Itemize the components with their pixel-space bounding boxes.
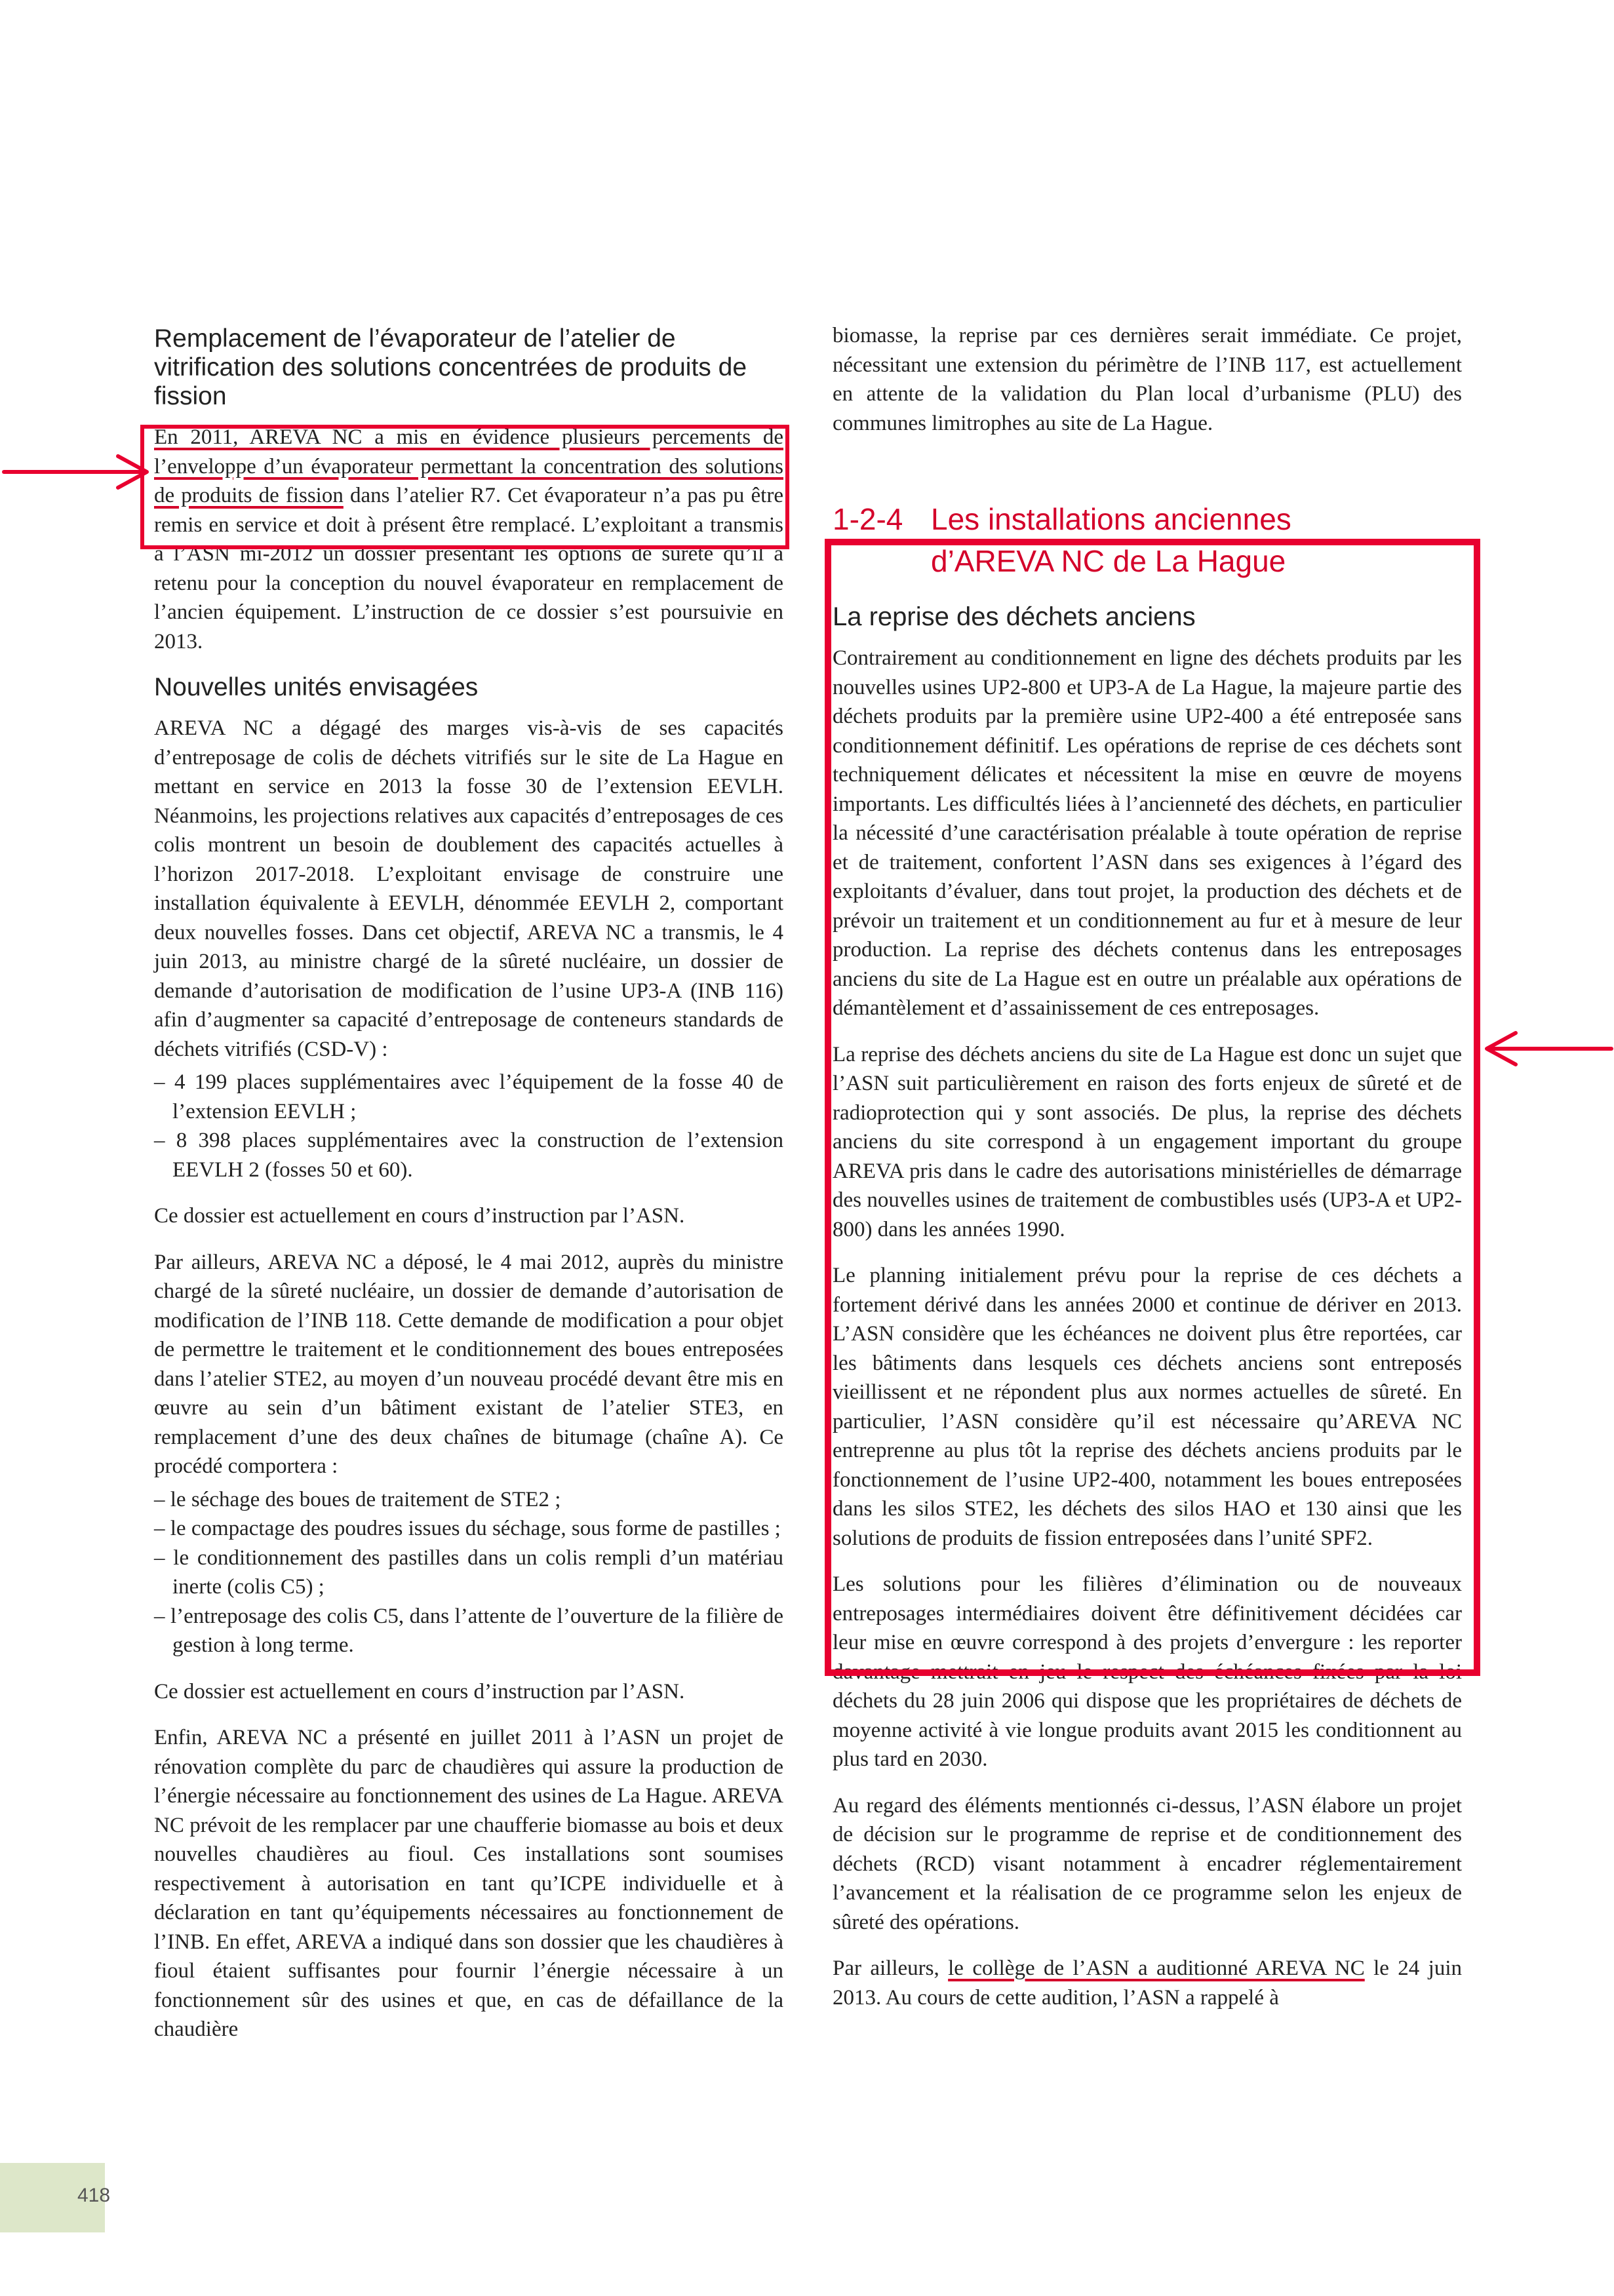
list-item: – l’entreposage des colis C5, dans l’attente de l’ouverture de la filière de gestion à long terme. xyxy=(154,1602,783,1660)
annotation-box-right xyxy=(825,539,1480,1676)
annotation-arrow-left-icon xyxy=(1483,1029,1614,1068)
underlined-text: le collège de l’ASN a auditionné AREVA NC xyxy=(948,1956,1365,1980)
paragraph-text: Par ailleurs, xyxy=(833,1956,949,1980)
list-item: – 8 398 places supplémentaires avec la construction de l’extension EEVLH 2 (fosses 50 et 60). xyxy=(154,1126,783,1184)
underlined-text: En 2011, AREVA NC a mis en évidence plusieurs percements de l’enveloppe d’un évaporateur permettant la concentration des solutions de produits de fission xyxy=(154,425,783,507)
list-procede xyxy=(154,1485,783,1660)
paragraph-reprise-3: Le planning initialement prévu pour la reprise de ces déchets a fortement dérivé dans les années 2000 et continue de dériver en 2013. L’ASN considère que les échéances ne doivent plus être reportées, car les bâtiments dans lesquels ces déchets anciens sont entreposés vieillissent et ne répondent plus aux normes actuelles de sûreté. En particulier, l’ASN considère qu’il est nécessaire qu’AREVA NC entreprenne au plus tôt la reprise des déchets anciens produits par le fonctionnement de l’usine UP2-400, notamment les boues entreposées dans les silos STE2, les déchets des silos HAO et 130 ainsi que les solutions de produits de fission entreposées dans l’unité SPF2. xyxy=(833,1264,1462,1550)
paragraph-reprise-1: Contrairement au conditionnement en ligne des déchets produits par les nouvelles usines UP2-800 et UP3-A de La Hague, la majeure partie des déchets produits par la première usine UP2-400 a été entreposée sans conditionnement définitif. Les opérations de reprise de ces déchets sont techniquement délicates et nécessitent la mise en œuvre de moyens importants. Les difficultés liées à l’ancienneté des déchets, en particulier la nécessité d’une caractérisation préalable à toute opération de reprise et de traitement, confortent l’ASN dans ses exigences à l’égard des exploitants d’évaluer, dans tout projet, la production des déchets et de prévoir un traitement et un conditionnement au fur et à mesure de leur production. La reprise des déchets contenus dans les entreposages anciens du site de La Hague est en outre un préalable aux opérations de démantèlement et d’assainissement de ces entreposages. xyxy=(833,646,1462,1020)
paragraph-instruction-2: Ce dossier est actuellement en cours d’instruction par l’ASN. xyxy=(154,1679,685,1703)
paragraph-audition xyxy=(833,1954,1462,2012)
section-title-evaporateur: Remplacement de l’évaporateur de l’atelier de vitrification des solutions concentrées de produits de fission xyxy=(154,324,747,410)
list-places xyxy=(154,1068,783,1184)
page-number: 418 xyxy=(77,2185,111,2206)
paragraph-filieres: Les solutions pour les filières d’élimination ou de nouveaux entreposages intermédiaires doivent être définitivement décidées car leur mise en œuvre correspond à des projets d’envergure : les reporter davantage mettrait en jeu le respect des échéances fixées par la loi déchets du 28 juin 2006 qui dispose que les propriétaires de déchets de moyenne activité à vie longue produits avant 2015 les conditionnent au plus tard en 2030. xyxy=(833,1572,1462,1771)
chapter-title-line1: Les installations anciennes xyxy=(931,502,1291,536)
list-item: – le conditionnement des pastilles dans un colis rempli d’un matériau inerte (colis C5) ; xyxy=(154,1544,783,1602)
paragraph-biomasse: biomasse, la reprise par ces dernières serait immédiate. Ce projet, nécessitant une extension du périmètre de l’INB 117, est actuellement en attente de la validation du Plan local d’urbanisme (PLU) des communes limitrophes au site de La Hague. xyxy=(833,324,1462,435)
list-item: – 4 199 places supplémentaires avec l’équipement de la fosse 40 de l’extension EEVLH ; xyxy=(154,1068,783,1126)
chapter-number: 1-2-4 xyxy=(833,502,903,536)
chapter-title-line2: d’AREVA NC de La Hague xyxy=(931,544,1286,578)
paragraph-instruction-1: Ce dossier est actuellement en cours d’instruction par l’ASN. xyxy=(154,1204,685,1228)
section-title-nouvelles-unites: Nouvelles unités envisagées xyxy=(154,673,479,701)
paragraph-rcd: Au regard des éléments mentionnés ci-dessus, l’ASN élabore un projet de décision sur le programme de reprise et de conditionnement des déchets (RCD) visant notamment à encadrer réglementairement l’avancement et la réalisation de ce programme selon les enjeux de sûreté des opérations. xyxy=(833,1793,1462,1934)
paragraph-reprise-2: La reprise des déchets anciens du site de La Hague est donc un sujet que l’ASN suit particulièrement en raison des forts enjeux de sûreté et de radioprotection qui y sont associés. De plus, la reprise des déchets anciens du site correspond à un engagement important du groupe AREVA pris dans le cadre des autorisations ministérielles de démarrage des nouvelles usines de traitement de combustibles usés (UP3-A et UP2-800) dans les années 1990. xyxy=(833,1042,1462,1241)
paragraph-text: le 24 juin 2013. Au cours de cette audition, l’ASN a rappelé à xyxy=(833,1956,1462,2010)
left-column xyxy=(154,324,783,2061)
annotation-box-left xyxy=(140,425,789,549)
paragraph-chaudieres: Enfin, AREVA NC a présenté en juillet 2011 à l’ASN un projet de rénovation complète du parc de chaudières qui assure la production de l’énergie nécessaire au fonctionnement des usines de La Hague. AREVA NC prévoit de les remplacer par une chaufferie biomasse au bois et deux nouvelles chaudières au fioul. Ces installations sont soumises respectivement à autorisation en tant qu’ICPE individuelle et à déclaration en tant qu’équipements nécessaires au fonctionnement de l’INB. En effet, AREVA a indiqué dans son dossier que les chaudières à fioul étaient suffisantes pour fournir l’énergie nécessaire à un fonctionnement sûr des usines et que, en cas de défaillance de la chaudière xyxy=(154,1726,783,2041)
paragraph-inb-118: Par ailleurs, AREVA NC a déposé, le 4 mai 2012, auprès du ministre chargé de la sûreté nucléaire, un dossier de demande d’autorisation de modification de l’INB 118. Cette demande de modification a pour objet de permettre le traitement et le conditionnement des boues entreposées dans l’atelier STE2, au moyen d’un nouveau procédé devant être mis en œuvre au sein d’un bâtiment existant de l’atelier STE3, en remplacement d’une des deux chaînes de bitumage (chaîne A). Ce procédé comportera : xyxy=(154,1250,783,1478)
list-item: – le séchage des boues de traitement de STE2 ; xyxy=(154,1485,783,1515)
paragraph-eevlh: AREVA NC a dégagé des marges vis-à-vis de ses capacités d’entreposage de colis de déchets vitrifiés sur le site de La Hague en mettant en service en 2013 la fosse 30 de l’extension EEVLH. Néanmoins, les projections relatives aux capacités d’entreposages de ces colis montrent un besoin de doublement des capacités actuelles à l’horizon 2017-2018. L’exploitant envisage de construire une installation équivalente à EEVLH, dénommée EEVLH 2, comportant deux nouvelles fosses. Dans cet objectif, AREVA NC a transmis, le 4 juin 2013, au ministre chargé de la sûreté nucléaire, un dossier de demande d’autorisation de modification de l’usine UP3-A (INB 116) afin d’augmenter sa capacité d’entreposage de conteneurs standards de déchets vitrifiés (CSD-V) : xyxy=(154,716,783,1061)
list-item: – le compactage des poudres issues du séchage, sous forme de pastilles ; xyxy=(154,1514,783,1544)
paragraph-text: dans l’atelier R7. Cet évaporateur n’a pas pu être remis en service et doit à présent être remplacé. L’exploitant a transmis à l’ASN mi-2012 un dossier présentant les options de sûreté qu’il a retenu pour la conception du nouvel évaporateur en remplacement de l’ancien équipement. L’instruction de ce dossier s’est poursuivie en 2013. xyxy=(154,484,783,653)
right-column xyxy=(833,321,1462,455)
section-title-reprise: La reprise des déchets anciens xyxy=(833,602,1196,631)
annotation-arrow-right-icon xyxy=(0,452,151,492)
